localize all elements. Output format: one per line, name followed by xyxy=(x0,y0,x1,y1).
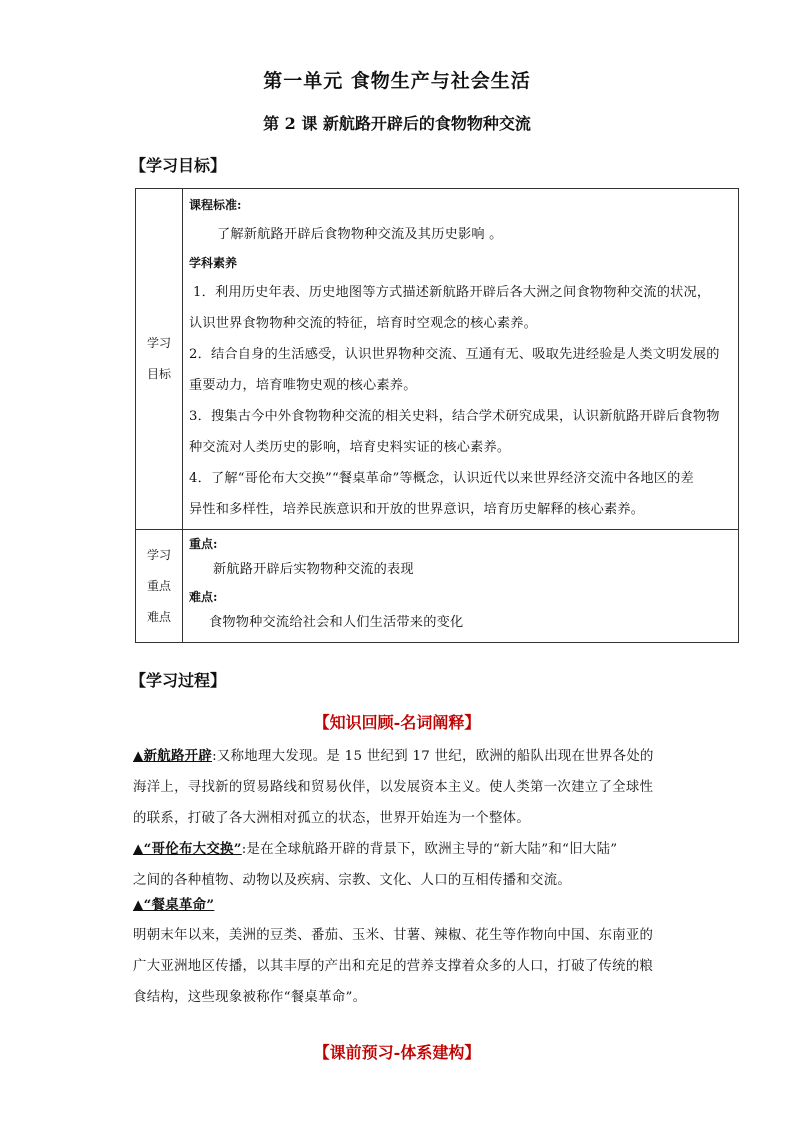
goals-table xyxy=(135,188,739,643)
term-line xyxy=(133,834,663,865)
literacy-item-line: 3．搜集古今中外食物物种交流的相关史料，结合学术研究成果，认识新航路开辟后食物物 xyxy=(189,409,720,424)
key-content-cell xyxy=(183,530,739,643)
term-line: 的联系，打破了各大洲相对孤立的状态，世界开始连为一个整体。 xyxy=(133,811,531,826)
goals-side-label xyxy=(136,189,183,530)
literacy-item xyxy=(189,463,738,525)
term-block-new-routes xyxy=(133,741,663,896)
term-label: ▲新航路开辟 xyxy=(133,748,213,764)
term-label: ▲“哥伦布大交换” xyxy=(133,841,242,857)
standard-heading: 课程标准: xyxy=(189,198,242,212)
term-label: ▲“餐桌革命” xyxy=(133,897,215,913)
literacy-item xyxy=(189,339,738,401)
literacy-item-line: 种交流对人类历史的影响，培育史料实证的核心素养。 xyxy=(189,440,511,455)
term-line xyxy=(133,741,663,772)
literacy-item xyxy=(189,277,738,339)
side-label-line: 目标 xyxy=(146,367,171,381)
review-heading: 【知识回顾-名词阐释】 xyxy=(313,713,481,732)
standard-text: 了解新航路开辟后食物物种交流及其历史影响 。 xyxy=(217,227,503,242)
difficult-heading: 难点: xyxy=(189,590,218,604)
process-heading: 【学习过程】 xyxy=(130,671,227,690)
term-text: :是在全球航路开辟的背景下，欧洲主导的“新大陆”和“旧大陆” xyxy=(241,842,618,857)
term-block-table-revolution xyxy=(133,920,663,1013)
key-heading: 重点: xyxy=(189,537,218,551)
key-points-row xyxy=(136,530,739,643)
goals-heading: 【学习目标】 xyxy=(130,156,227,175)
literacy-item xyxy=(189,401,738,463)
side-label-line: 重点 xyxy=(146,578,171,593)
term-label-block xyxy=(133,893,663,918)
literacy-item-line: 4．了解“哥伦布大交换”“餐桌革命”等概念，认识近代以来世界经济交流中各地区的差 xyxy=(189,471,694,486)
literacy-item-line: 2．结合自身的生活感受，认识世界物种交流、互通有无、吸取先进经验是人类文明发展的 xyxy=(189,347,720,362)
term-text: :又称地理大发现。是 15 世纪到 17 世纪，欧洲的船队出现在世界各处的 xyxy=(212,749,654,764)
goals-content-cell xyxy=(183,189,739,530)
key-text: 新航路开辟后实物物种交流的表现 xyxy=(213,562,414,577)
side-label-line: 学习 xyxy=(146,336,171,350)
literacy-item-line: 重要动力，培育唯物史观的核心素养。 xyxy=(189,378,417,393)
literacy-item-line: 认识世界食物物种交流的特征，培育时空观念的核心素养。 xyxy=(189,316,538,331)
literacy-item-line: 异性和多样性，培养民族意识和开放的世界意识，培育历史解释的核心素养。 xyxy=(189,502,645,517)
side-label-line: 难点 xyxy=(146,609,171,624)
side-label-line: 学习 xyxy=(146,547,171,562)
term-line: 广大亚洲地区传播，以其丰厚的产出和充足的营养支撑着众多的人口，打破了传统的粮 xyxy=(133,959,654,974)
term-line: 明朝末年以来，美洲的豆类、番茄、玉米、甘薯、辣椒、花生等作物向中国、东南亚的 xyxy=(133,928,654,943)
lesson-title: 第 2 课 新航路开辟后的食物物种交流 xyxy=(263,114,531,133)
goals-row xyxy=(136,189,739,530)
term-line: 食结构，这些现象被称作“餐桌革命”。 xyxy=(133,990,367,1005)
literacy-item-line: 1．利用历史年表、历史地图等方式描述新航路开辟后各大洲之间食物物种交流的状况， xyxy=(193,285,711,300)
difficult-text: 食物物种交流给社会和人们生活带来的变化 xyxy=(209,615,464,630)
unit-title: 第一单元 食物生产与社会生活 xyxy=(263,70,531,92)
preview-heading: 【课前预习-体系建构】 xyxy=(313,1043,481,1062)
term-line: 之间的各种植物、动物以及疾病、宗教、文化、人口的互相传播和交流。 xyxy=(133,873,572,888)
literacy-heading: 学科素养 xyxy=(189,256,238,270)
key-side-label xyxy=(136,530,183,643)
term-line: 海洋上，寻找新的贸易路线和贸易伙伴，以发展资本主义。使人类第一次建立了全球性 xyxy=(133,780,654,795)
